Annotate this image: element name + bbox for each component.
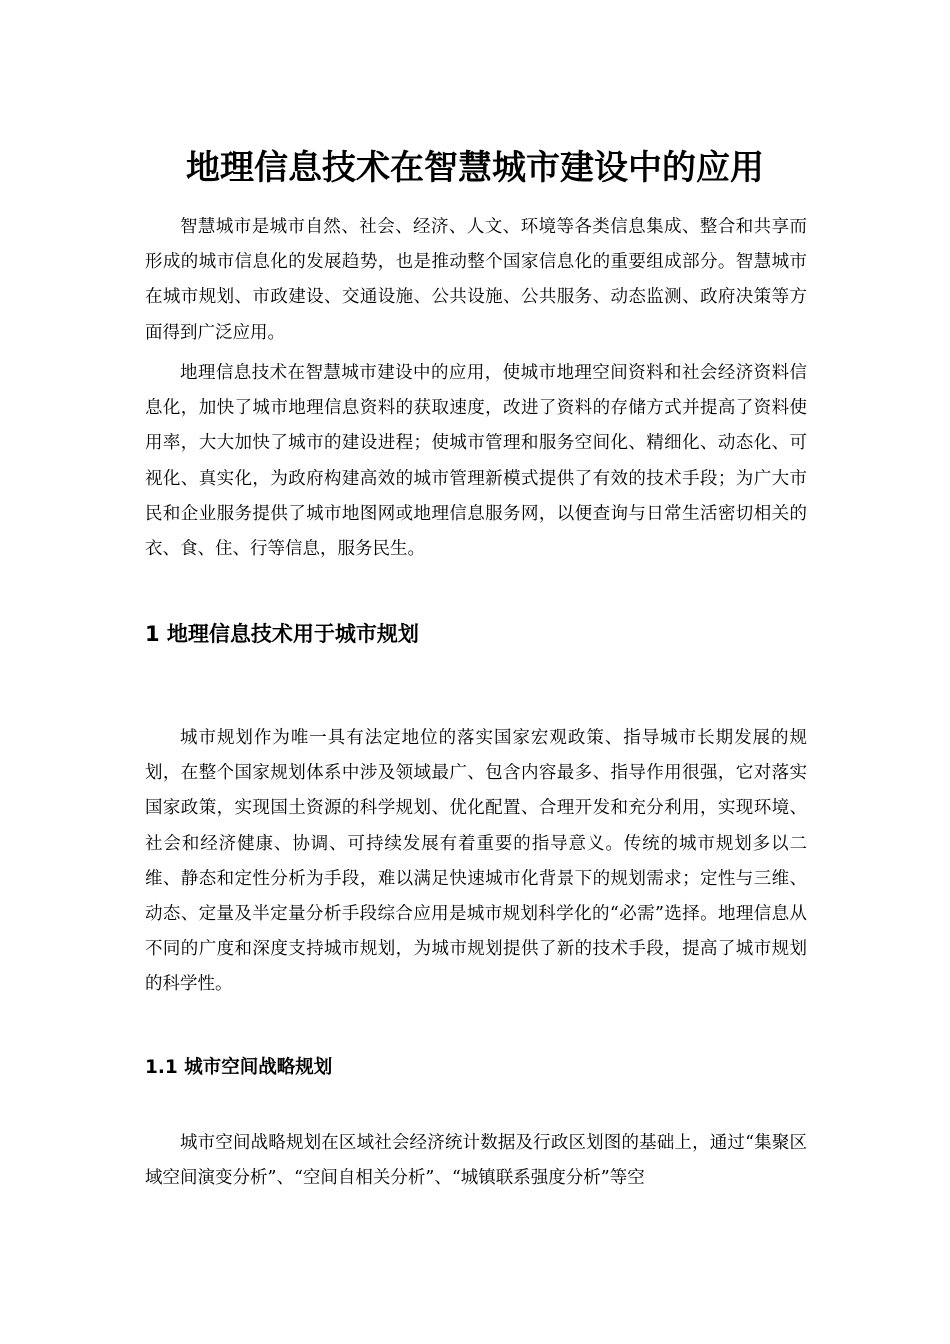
section-1-heading: 1 地理信息技术用于城市规划	[145, 622, 419, 646]
section-1-1-paragraph: 城市空间战略规划在区域社会经济统计数据及行政区划图的基础上，通过“集聚区域空间演变分析”、“空间自相关分析”、“城镇联系强度分析”等空	[145, 1133, 807, 1189]
intro-paragraph-1: 智慧城市是城市自然、社会、经济、人文、环境等各类信息集成、整合和共享而形成的城市信息化的发展趋势，也是推动整个国家信息化的重要组成部分。智慧城市在城市规划、市政建设、交通设施、公共设施、公共服务、动态监测、政府决策等方面得到广泛应用。	[145, 217, 807, 343]
document-title: 地理信息技术在智慧城市建设中的应用	[186, 148, 764, 188]
section-1-paragraph: 城市规划作为唯一具有法定地位的落实国家宏观政策、指导城市长期发展的规划，在整个国家规划体系中涉及领域最广、包含内容最多、指导作用很强，它对落实国家政策，实现国土资源的科学规划、优化配置、合理开发和充分利用，实现环境、社会和经济健康、协调、可持续发展有着重要的指导意义。传统的城市规划多以二维、静态和定性分析为手段，难以满足快速城市化背景下的规划需求；定性与三维、动态、定量及半定量分析手段综合应用是城市规划科学化的“必需”选择。地理信息从不同的广度和深度支持城市规划，为城市规划提供了新的技术手段，提高了城市规划的科学性。	[145, 728, 807, 995]
intro-paragraph-2: 地理信息技术在智慧城市建设中的应用，使城市地理空间资料和社会经济资料信息化，加快了城市地理信息资料的获取速度，改进了资料的存储方式并提高了资料使用率，大大加快了城市的建设进程；使城市管理和服务空间化、精细化、动态化、可视化、真实化，为政府构建高效的城市管理新模式提供了有效的技术手段；为广大市民和企业服务提供了城市地图网或地理信息服务网，以便查询与日常生活密切相关的衣、食、住、行等信息，服务民生。	[145, 363, 807, 560]
section-1-1-heading: 1.1 城市空间战略规划	[145, 1057, 333, 1078]
